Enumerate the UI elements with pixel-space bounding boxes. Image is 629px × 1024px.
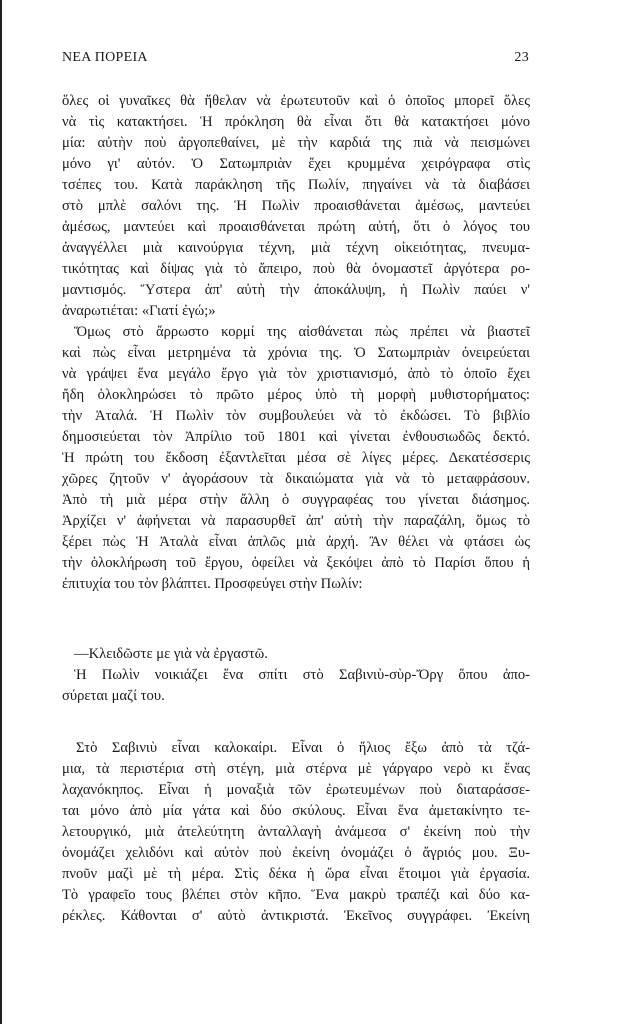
text-line: μια, τὰ περιστέρια στὴ στέγη, μιὰ στέρνα μὲ γάργαρο νερὸ κι ἕνας [62,761,530,777]
running-head: ΝΕΑ ΠΟΡΕΙΑ [62,50,148,65]
paragraph-5 [62,738,530,927]
text-line: Ἀπὸ τὴ μιὰ μέρα στὴν ἄλλη ὁ συγγραφέας του γίνεται διάσημος. [62,492,530,508]
text-line: μία: αὐτὴν ποὺ ἀργοπεθαίνει, μὲ τὴν καρδιά της πιὰ νὰ πεισμώνει [62,135,530,151]
text-line: —Κλειδῶστε με γιὰ νὰ ἐργαστῶ. [74,646,268,662]
page-header [62,50,529,70]
text-line: λαχανόκηπος. Εἶναι ἡ μοναξιὰ τῶν ἐρωτευμένων ποὺ διαταράσσε- [62,782,530,798]
text-line: στὸ μπλὲ σαλόνι της. Ἡ Πωλὶν προαισθάνεται ἀμέσως, μαντεύει [62,198,530,214]
text-line: ρέκλες. Κάθονται σ' αὐτὸ ἀντικριστά. Ἐκεῖνος συγγράφει. Ἐκείνη [62,908,530,924]
text-line: λετουργικό, μιὰ ἀτελεύτητη ἀνταλλαγὴ ἀνάμεσα σ' ἐκείνη ποὺ τὴν [62,824,530,840]
text-line: μόνο γι' αὐτόν. Ὁ Σατωμπριὰν ἔχει κρυμμένα χειρόγραφα στὶς [62,156,530,172]
page-edge [0,0,2,1024]
text-line: καὶ πὼς εἶναι μετρημένα τὰ χρόνια της. Ὁ Σατωμπριὰν ὀνειρεύεται [62,345,530,361]
text-line: Ἡ Πωλὶν νοικιάζει ἕνα σπίτι στὸ Σαβινιὺ-σὺρ-Ὄργ ὅπου ἀπο- [74,667,530,683]
text-line: ἀναρωτιέται: «Γιατί ἐγώ;» [62,303,216,319]
text-line: τικότητας καὶ δίψας γιὰ τὸ ἄπειρο, ποὺ θὰ ὀνομαστεῖ ἀργότερα ρο- [62,261,530,277]
text-line: ται μόνο ἀπὸ μία γάτα καὶ δύο σκύλους. Εἶναι ἕνα ἀμετακίνητο τε- [62,803,530,819]
paragraph-3 [62,644,530,665]
text-line: δημοσιεύεται τὸν Ἀπρίλιο τοῦ 1801 καὶ γίνεται ἐνθουσιωδῶς δεκτό. [62,429,530,445]
text-line: Ἡ πρώτη του ἔκδοση ἐξαντλεῖται μέσα σὲ λίγες μέρες. Δεκατέσσερις [62,450,530,466]
text-line: νὰ τὶς κατακτήσει. Ἡ πρόκληση θὰ εἶναι ὅτι θὰ κατακτήσει μόνο [62,114,530,130]
text-line: Τὸ γραφεῖο τους βλέπει στὸν κῆπο. Ἕνα μακρὺ τραπέζι καὶ δύο κα- [62,887,530,903]
paragraph-2 [62,322,530,595]
text-line: μαντισμός. Ὕστερα ἀπ' αὐτὴ τὴν ἀποκάλυψη, ἡ Πωλὶν παύει ν' [62,282,530,298]
text-line: ὅλες οἱ γυναῖκες θὰ ἤθελαν νὰ ἐρωτευτοῦν καὶ ὁ ὁποῖος μπορεῖ ὅλες [62,93,530,109]
text-line: τὴν ὁλοκλήρωση τοῦ ἔργου, ὀφείλει νὰ ξεκόψει ἀπὸ τὸ Παρίσι ὅπου ἡ [62,555,530,571]
text-line: Ὅμως στὸ ἄρρωστο κορμί της αἰσθάνεται πὼς πρέπει νὰ βιαστεῖ [74,324,530,340]
text-line: Ἀρχίζει ν' ἀφήνεται νὰ παρασυρθεῖ ἀπ' αὐτὴ τὴν παραζάλη, ὅμως τὸ [62,513,530,529]
paragraph-1 [62,91,530,322]
paragraph-4 [62,665,530,707]
text-line: ἐπιτυχία του τὸν βλάπτει. Προσφεύγει στὴν Πωλίν: [62,576,363,592]
text-line: τσέπες του. Κατὰ παράκληση τῆς Πωλίν, πηγαίνει νὰ τὰ διαβάσει [62,177,530,193]
text-line: ἀμέσως, μαντεύει καὶ προαισθάνεται πρώτη αὐτή, ὅτι ὁ λόγος του [62,219,530,235]
text-line: τὴν Ἀταλά. Ἡ Πωλὶν τὸν συμβουλεύει νὰ τὸ ἐκδώσει. Τὸ βιβλίο [62,408,530,424]
text-line: νὰ γράψει ἕνα μεγάλο ἔργο γιὰ τὸν χριστιανισμό, ἀπὸ τὸ ὁποῖο ἔχει [62,366,530,382]
text-line: σύρεται μαζί του. [62,688,165,704]
text-line: ἀναγγέλλει μιὰ καινούργια τέχνη, μιὰ τέχνη οἰκειότητας, πνευμα- [62,240,530,256]
text-line: πνοῦν μαζὶ μὲ τὴ μέρα. Στὶς δέκα ἡ ὥρα εἶναι ἕτοιμοι γιὰ ἐργασία. [62,866,530,882]
text-line: Στὸ Σαβινιὺ εἶναι καλοκαίρι. Εἶναι ὁ ἥλιος ἔξω ἀπὸ τὰ τζά- [76,740,530,756]
page-number: 23 [514,50,529,65]
text-line: ξέρει πὼς Ἡ Ἀταλὰ εἶναι ἁπλῶς μιὰ ἀρχή. Ἂν θέλει νὰ φτάσει ὡς [62,534,530,550]
text-line: ἤδη ὁλοκληρώσει τὸ πρῶτο μέρος ὑπὸ τὴ μορφὴ μυθιστορήματος: [62,387,530,403]
text-line: χῶρες ζητοῦν ν' ἀγοράσουν τὰ δικαιώματα γιὰ νὰ τὸ μεταφράσουν. [62,471,530,487]
text-line: ὀνομάζει χελιδόνι καὶ αὐτὸν ποὺ ἐκείνη ὀνομάζει ὁ ἄγριός μου. Ξυ- [62,845,530,861]
